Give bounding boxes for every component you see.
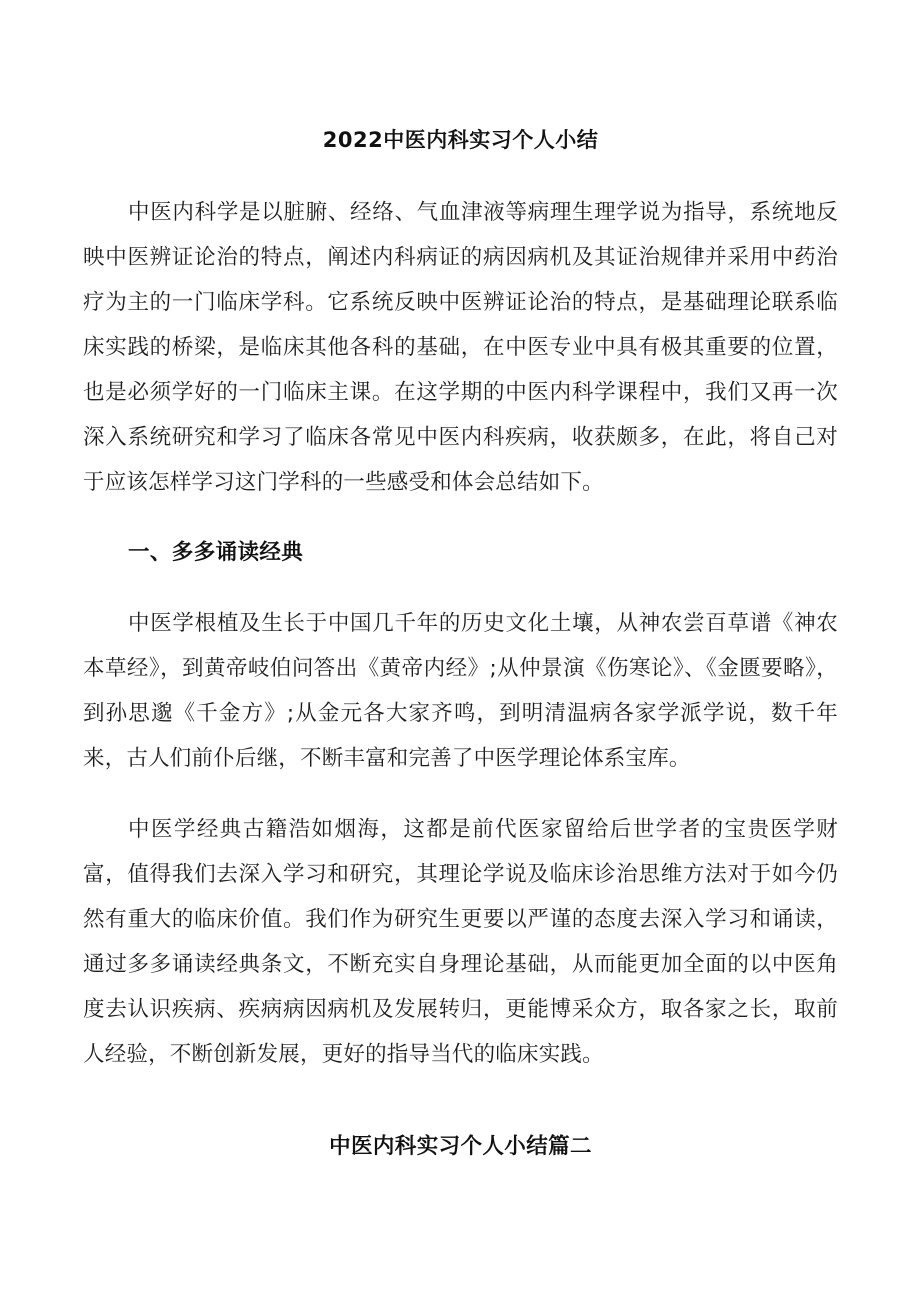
section-heading-one: 一、多多诵读经典 — [128, 540, 304, 565]
document-content-column — [83, 0, 838, 1169]
document-title: 2022中医内科实习个人小结 — [322, 128, 599, 152]
intro-paragraph: 中医内科学是以脏腑、经络、气血津液等病理生理学说为指导，系统地反映中医辨证论治的特点，阐述内科病证的病因病机及其证治规律并采用中药治疗为主的一门临床学科。它系统反映中医辨证论治的特点，是基础理论联系临床实践的桥梁，是临床其他各科的基础，在中医专业中具有极其重要的位置，也是必须学好的一门临床主课。在这学期的中医内科学课程中，我们又再一次深入系统研究和学习了临床各常见中医内科疾病，收获颇多，在此，将自己对于应该怎样学习这门学科的一些感受和体会总结如下。 — [83, 200, 838, 495]
section-one-paragraph-1: 中医学根植及生长于中国几千年的历史文化土壤，从神农尝百草谱《神农本草经》，到黄帝岐伯问答出《黄帝内经》;从仲景演《伤寒论》、《金匮要略》，到孙思邈《千金方》;从金元各大家齐鸣，到明清温病各家学派学说，数千年来，古人们前仆后继，不断丰富和完善了中医学理论体系宝库。 — [83, 611, 838, 771]
section-one-paragraph-2: 中医学经典古籍浩如烟海，这都是前代医家留给后世学者的宝贵医学财富，值得我们去深入学习和研究，其理论学说及临床诊治思维方法对于如今仍然有重大的临床价值。我们作为研究生更要以严谨的态度去深入学习和诵读，通过多多诵读经典条文，不断充实自身理论基础，从而能更加全面的以中医角度去认识疾病、疾病病因病机及发展转归，更能博采众方，取各家之长，取前人经验，不断创新发展，更好的指导当代的临床实践。 — [83, 817, 838, 1067]
closing-sub-heading: 中医内科实习个人小结篇二 — [329, 1134, 592, 1159]
